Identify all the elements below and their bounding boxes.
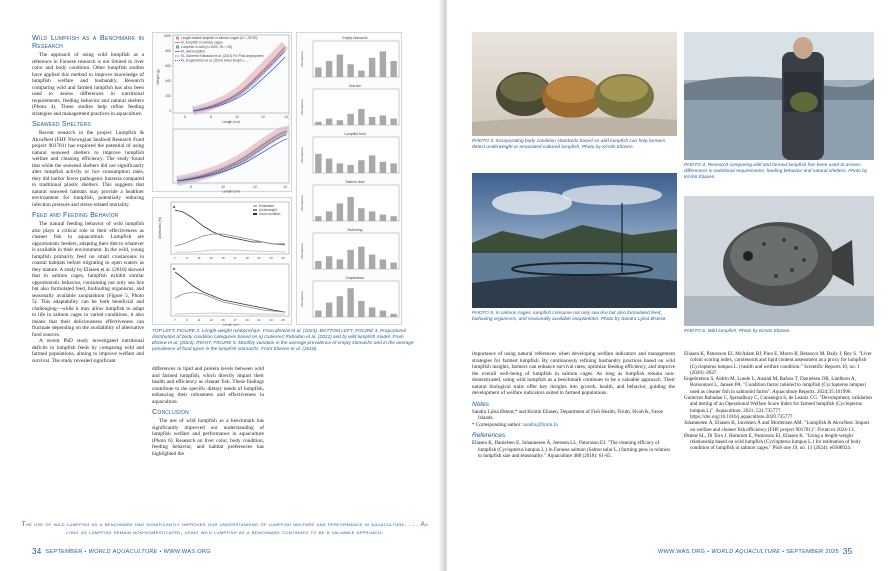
fig5-ylabel: Prevalence bbox=[300, 147, 304, 163]
right-page bbox=[447, 0, 890, 571]
fig3-ytick: 200 bbox=[165, 94, 171, 98]
fig4a-xtick: 15 bbox=[221, 256, 225, 260]
fig3-legend-item: KL Engebretsen et al. (2024) lower length ≥ ... bbox=[181, 58, 249, 63]
fig4b-xtick: 19 bbox=[245, 318, 249, 322]
page-number: 35 bbox=[842, 547, 853, 556]
heading-conclusion: Conclusion bbox=[152, 407, 189, 416]
fig5-bar bbox=[326, 159, 332, 173]
footer-right: WWW.WAS.ORG • WORLD AQUACULTURE • SEPTEMBER 2025 35 bbox=[658, 547, 853, 556]
fig4a-xtick: 11 bbox=[197, 256, 201, 260]
fig5-bar bbox=[390, 61, 396, 77]
photo-4 bbox=[684, 32, 874, 160]
fig5-bar bbox=[347, 165, 353, 173]
photo-4-image bbox=[684, 32, 874, 160]
reference-item: Eliasen K, Patursson EJ, McAdam BJ, Pino E, Morro B, Betancor M, Baily J, Rey S. "Liver colour scoring index, carotenoids and lipid content assessment as a proxy for lumpfish (Cyclopterus lumpus L.) health and welfare condition." Scientific Reports 10, no. 1 (2020): 8927. bbox=[684, 351, 872, 376]
left-text-column bbox=[32, 34, 144, 364]
paragraph: differences in lipid and protein levels between wild and farmed lumpfish, which directly impact their health and efficiency as cleaner fish. These findings contribute to the specific dietary needs of lumpfish, enhancing their robustness and effectiveness in aquaculture. bbox=[152, 366, 264, 405]
fig5-bar bbox=[380, 115, 386, 125]
fig3-xtick: 8 bbox=[210, 115, 212, 119]
fig5-bar bbox=[369, 117, 375, 125]
reference-item: Gutierrez Rabadan C, Spreadbury C, Consuegra S, de Leaniz CG. "Development, validation and testing of an Operational Welfare Score Index for farmed lumpfish (Cyclopterus lumpus L)". Aquaculture. 2021; 531:735777. https://doi.org/10.1016/j.aquaculture.2020.735777 bbox=[684, 395, 872, 420]
paragraph: importance of using natural references when developing welfare indicators and management strategies for farmed lumpfish. By continuously refining husbandry practices based on wild lumpfish insights, farmers can enhance survival rates, optimize feeding efficiency, and improve the overall well-being of lumpfish in salmon cages. As long as lumpfish remain non-domesticated, using wild lumpfish as a benchmark continues to be a valuable approach. Their natural biological traits offer key insights into growth, health, and behavior, guiding the development of welfare indicators suited to farmed populations. bbox=[472, 351, 675, 396]
fig5-bar bbox=[337, 203, 343, 221]
fig4b-xtick: 15 bbox=[221, 318, 225, 322]
fig3-ytick: 1000 bbox=[163, 34, 171, 38]
footer-magazine: WORLD AQUACULTURE bbox=[88, 549, 158, 555]
fig4b-xtick: 9 bbox=[186, 318, 188, 322]
reference-item: Eliasen K, Danielsen E, Johannesen Á, Joensen LL, Patursson EJ. "The cleaning efficacy of lumpfish (Cyclopterus lumpus L.) in Faroese salmon (Salmo salar L.) farming pens in relation to lumpfish size and seasonality." Aquaculture 488 (2018): 61-65. bbox=[472, 440, 670, 459]
fig5-bar bbox=[337, 120, 343, 125]
fig5-panel-title: Lumpfish feed bbox=[344, 132, 366, 136]
footer-month: SEPTEMBER bbox=[45, 549, 83, 555]
fig5-bar bbox=[315, 67, 321, 77]
fig5-bar bbox=[369, 58, 375, 77]
fig5-bar bbox=[380, 259, 386, 269]
fig5-bar bbox=[315, 122, 321, 125]
fig5-bar bbox=[358, 208, 364, 221]
photo-5-image bbox=[472, 173, 677, 308]
fig5-bar bbox=[380, 215, 386, 221]
heading-feed-behavior: Feed and Feeding Behavior bbox=[32, 210, 119, 219]
fig5-bar bbox=[380, 51, 386, 77]
fig5-panel-frame bbox=[313, 137, 399, 173]
fig3-xtick: 12 bbox=[261, 115, 265, 119]
fig4-panel-b-label: b bbox=[173, 266, 176, 271]
fig5-bar bbox=[326, 119, 332, 125]
fig5-ylabel: Prevalence bbox=[300, 51, 304, 67]
fig3-xtick: 6 bbox=[184, 115, 186, 119]
fig4-ylabel: Distribution (%) bbox=[158, 217, 162, 239]
fig5-bar bbox=[337, 163, 343, 173]
photo-6-image bbox=[684, 196, 874, 326]
paragraph: The use of wild lumpfish as a benchmark has significantly improved our understanding of lumpfish welfare and performance in aquaculture (Photo 6). Research on liver color, body condition, feeding behavior, and habitat preferences has highlighted the bbox=[152, 418, 264, 457]
fig5-bar bbox=[380, 162, 386, 173]
fig3-zoom-xtick: 10 bbox=[221, 185, 225, 189]
left-page bbox=[0, 0, 443, 571]
fig5-bar bbox=[315, 311, 321, 317]
fig5-bar bbox=[390, 314, 396, 317]
fig4b-xtick: 13 bbox=[209, 318, 213, 322]
fig5-panel-title: Salmon feed bbox=[345, 180, 365, 184]
fig5-bar bbox=[337, 296, 343, 317]
fig5-bar bbox=[326, 211, 332, 221]
fig4b-xtick: 11 bbox=[197, 318, 201, 322]
fig5-panel-frame bbox=[313, 281, 399, 317]
fig5-bar bbox=[315, 154, 321, 173]
notes-heading: Notes bbox=[472, 400, 489, 408]
fig3-ylabel: Weight (g) bbox=[156, 69, 160, 85]
fig3-ytick: 800 bbox=[165, 49, 171, 53]
fig5-bar bbox=[347, 197, 353, 221]
footer-magazine: WORLD AQUACULTURE bbox=[711, 549, 781, 555]
fig5-bar bbox=[326, 256, 332, 269]
fig3-legend-item: Length-based lumpfish in salmon cages (N = 29793) bbox=[181, 36, 258, 40]
fig5-bar bbox=[358, 109, 364, 125]
fig5-panel-frame bbox=[313, 185, 399, 221]
pull-quote: The use of wild lumpfish as a benchmark has significantly improved our understanding of lumpfish welfare and performance in aquaculture. . . . As long as lumpfish remain non-domesticated, using wild lumpfish as a benchmark continues to be a valuable approach. bbox=[21, 521, 429, 536]
photo-5 bbox=[472, 173, 677, 308]
fig5-panel-frame bbox=[313, 233, 399, 269]
fig5-ylabel: Prevalence bbox=[300, 291, 304, 307]
fig3-legend-item: Lumpfish in wild (n=1000, JN = 45) bbox=[181, 45, 232, 49]
page-number: 34 bbox=[32, 547, 42, 556]
fig5-bar bbox=[390, 216, 396, 221]
fig4b-xtick: 21 bbox=[257, 318, 261, 322]
footer-site: WWW.WAS.ORG bbox=[163, 549, 211, 555]
fig5-bar bbox=[369, 307, 375, 317]
heading-seaweed-shelters: Seaweed Shelters bbox=[32, 119, 91, 128]
fig3-zoom-xtick: 12 bbox=[253, 185, 257, 189]
figure-3-length-weight bbox=[152, 32, 292, 192]
fig3-legend-item: KL Gutierrez Rabadan et al. (2021) Fit: Post-deployment bbox=[181, 54, 264, 58]
fig3-legend-item: KL lumpfish in salmon cages bbox=[181, 40, 223, 45]
heading-wild-lumpfish: Wild Lumpfish as a Benchmark in Research bbox=[32, 33, 144, 50]
fig3-ytick: 0 bbox=[169, 109, 171, 113]
footer-month: SEPTEMBER 2025 bbox=[786, 549, 839, 555]
fig5-bar bbox=[337, 55, 343, 77]
fig4-xlabel: Length (cm) bbox=[222, 322, 240, 326]
fig5-bar bbox=[347, 250, 353, 269]
fig4a-xtick: 13 bbox=[209, 256, 213, 260]
fig3-ytick: 600 bbox=[165, 64, 171, 68]
fig4-panel-a-label: a bbox=[173, 204, 176, 209]
fig5-bar bbox=[326, 61, 332, 77]
fig4-legend-item: Good condition bbox=[259, 212, 281, 216]
figure-5-stomach-contents bbox=[296, 32, 402, 325]
fig5-bar bbox=[390, 263, 396, 269]
fig5-bar bbox=[358, 301, 364, 317]
fig5-panel-title: Sea lice bbox=[348, 84, 362, 88]
author-email-link[interactable]: sandra@firum.fo bbox=[523, 421, 558, 428]
photo-4-caption: PHOTO 4. Research comparing wild and farmed lumpfish has been used to assess differences in nutritional requirements, feeding behavior and natural shelters. Photo by Kirstin Eliasen. bbox=[684, 163, 868, 180]
fig5-ylabel: Prevalence bbox=[300, 99, 304, 115]
footer-left: 34 SEPTEMBER • WORLD AQUACULTURE • WWW.WAS.ORG bbox=[32, 547, 211, 556]
figure-4-chart bbox=[153, 198, 293, 326]
fig3-xtick: 14 bbox=[284, 115, 288, 119]
photo-3-caption: PHOTO 3. Incorporating body condition standards based on wild lumpfish can help farmers detect underweight or emaciated cultured lumpfish. Photo by Kirstin Eliasen. bbox=[472, 139, 666, 150]
fig5-panel-frame bbox=[313, 41, 399, 77]
fig5-bar bbox=[369, 255, 375, 269]
fig4b-xtick: 25 bbox=[281, 318, 285, 322]
reference-item: Johannesen Á, Eliasen K, Jacobsen Á and Mortensen AM. "Lumpfish & AkvaNest. Impact on welfare and cleaner fish efficiency (FHF project 901781)". Firum nr 2024-13. bbox=[684, 420, 870, 433]
photo-5-caption: PHOTO 5. In salmon cages, lumpfish consume not only sea lice but also formulated feed, biofouling organisms, and seasonally available zooplankton. Photo by Sandra Ljósá Østerø. bbox=[472, 311, 667, 322]
fig5-panel-title: Biofouling bbox=[347, 228, 363, 232]
references-heading: References bbox=[472, 431, 506, 439]
right-text-column-a bbox=[472, 351, 675, 459]
figure-5-chart bbox=[297, 33, 403, 326]
paragraph: A recent PhD study investigated nutritional deficits in lumpfish feeds by comparing wild and farmed populations, aiming to improve welfare and survival. The study revealed significant bbox=[32, 338, 144, 364]
photo-3-image bbox=[472, 32, 677, 136]
paragraph: Recent research in the project Lumpfish & AkvaNest (FHF Norwegian Seafood Research Fund project 901781) has explored the potential of using natural seaweed shelters to improve lumpfish welfare and cleaning efficiency. The study found that while the seaweed shelters did not significantly alter lumpfish activity or lice consumption rates, they did harbor fewer pathogenic bacteria compared to traditional plastic shelters. This suggests that natural seaweed habitats may provide a healthier environment for lumpfish, potentially reducing infection pressure and stress-related mortality. bbox=[32, 130, 144, 208]
fig5-bar bbox=[369, 211, 375, 221]
fig5-bar bbox=[390, 119, 396, 125]
fig5-panel-frame bbox=[313, 89, 399, 125]
notes-contact bbox=[472, 422, 675, 428]
fig3-zoom-xtick: 14 bbox=[283, 185, 287, 189]
photo-6 bbox=[684, 196, 874, 326]
photo-3 bbox=[472, 32, 677, 136]
fig5-ylabel: Prevalence bbox=[300, 195, 304, 211]
fig4a-xtick: 23 bbox=[269, 256, 273, 260]
notes-contact-label: * Corresponding author: bbox=[472, 421, 524, 428]
fig5-bar bbox=[369, 155, 375, 173]
reference-item: Østerø SL, Di Toro J, Homrum E, Patursson EJ, Eliasen K. "Using a length-weight relationship based on wild lumpfish (Cyclopterus lumpus L.) for estimation of body condition of lumpfish in salmon cages." PloS one 19, no. 11 (2024): e0308924. bbox=[684, 432, 861, 452]
fig4a-xtick: 19 bbox=[245, 256, 249, 260]
fig3-zoom-xlabel: Length (cm) bbox=[222, 189, 240, 193]
fig4a-xtick: 17 bbox=[233, 256, 237, 260]
fig4a-xtick: 21 bbox=[257, 256, 261, 260]
fig4b-xtick: 17 bbox=[233, 318, 237, 322]
footer-site: WWW.WAS.ORG bbox=[658, 549, 706, 555]
paragraph: The approach of using wild lumpfish as a reference in Faroese research is not limited to liver color and body condition. Other lumpfish studies have applied this method to improve knowledge of lumpfish welfare and husbandry. Research comparing wild and farmed lumpfish has also been used to assess differences in nutritional requirements, feeding behavior and natural shelters (Photo 4). These studies help refine feeding strategies and management practices in aquaculture. bbox=[32, 52, 144, 117]
fig5-bar bbox=[337, 259, 343, 269]
fig3-legend-item: KL wild lumpfish bbox=[181, 49, 205, 54]
fig5-panel-title: Empty stomachs bbox=[342, 36, 368, 40]
fig5-ylabel: Prevalence bbox=[300, 243, 304, 259]
fig5-bar bbox=[326, 303, 332, 317]
fig4-legend-item: Underweight bbox=[259, 208, 277, 212]
fig3-xlabel: Length (cm) bbox=[222, 120, 240, 124]
fig5-panel-title: Zooplankton bbox=[345, 276, 365, 280]
fig5-bar bbox=[358, 71, 364, 77]
fig4a-xtick: 25 bbox=[281, 256, 285, 260]
fig3-xtick: 10 bbox=[235, 115, 239, 119]
photo-6-caption: PHOTO 6. Wild lumpfish. Photo by Kirstin Eliasen. bbox=[684, 329, 791, 334]
paragraph: The natural feeding behavior of wild lumpfish also plays a critical role in their effectiveness as cleaner fish in aquaculture. Lumpfish are opportunistic feeders, adapting their diet to whatever is available in their environment. In the wild, young lumpfish primarily feed on small crustaceans in coastal habitats before migrating to open waters as they mature. A study by Eliasen et al. (2018) showed that in salmon cages, lumpfish exhibit similar opportunistic behavior, consuming not only sea lice but also formulated feed, biofouling organisms, and seasonally available zooplankton (Figure 5, Photo 5). This adaptability can be both beneficial and challenging—while it may allow lumpfish to adapt to life in salmon cages in varied conditions, it also means that their deliciousness effectiveness can fluctuate depending on the availability of alternative food sources. bbox=[32, 221, 144, 338]
fig5-bar bbox=[358, 160, 364, 173]
fig5-bar bbox=[347, 64, 353, 77]
fig4b-xtick: 23 bbox=[269, 318, 273, 322]
fig5-bar bbox=[315, 216, 321, 221]
fig5-bar bbox=[347, 288, 353, 317]
fig4a-xtick: 9 bbox=[186, 256, 188, 260]
fig5-bar bbox=[315, 261, 321, 269]
fig3-zoom-xtick: 8 bbox=[190, 185, 192, 189]
fig5-bar bbox=[390, 163, 396, 173]
middle-text-column-a bbox=[152, 366, 264, 457]
figure-3-chart bbox=[153, 33, 293, 193]
figure-4-body-condition bbox=[152, 197, 292, 325]
right-text-column-b bbox=[684, 351, 874, 452]
fig5-bar bbox=[358, 247, 364, 269]
fig4-legend-item: Emaciated bbox=[259, 204, 275, 208]
fig5-bar bbox=[380, 311, 386, 317]
notes-authors: Sandra Ljósá Østerø,* and Kirstin Eliasen, Department of Fish Health, Firum, Hvalvík, Faroe Islands. bbox=[472, 409, 663, 422]
fig4a-xtick: 7 bbox=[174, 256, 176, 260]
reference-item: Engebretsen S, Aldrin M, Lunde L, Austad M, Rafoss T, Danielsen OR, Lindhom A, Boissonnot L, Jansen PA. "Condition factor tailored to lumpfish (Cyclopterus lumpus) used as cleaner fish in salmonid farms". Aquaculture Reports. 2024;35:101996. bbox=[684, 376, 866, 395]
fig4b-xtick: 7 bbox=[174, 318, 176, 322]
figure-caption: TOP LEFT, FIGURE 3. Length-weight relationships. From Østerø et al. (2024). BOTTOM LEFT, FIGURE 4. Proportional distribution of body condition categories based on a) Gutierrez Rabadan et al. (2021) and b) wild lumpfish model. From Østerø et al. (2024). RIGHT, FIGURE 5. Monthly variation in the average prevalence of empty stomachs and in the average prevalence of food types in the lumpfish stomachs. From Eliasen et al. (2018). bbox=[152, 329, 414, 352]
fig5-bar bbox=[347, 114, 353, 125]
fig3-ytick: 400 bbox=[165, 79, 171, 83]
